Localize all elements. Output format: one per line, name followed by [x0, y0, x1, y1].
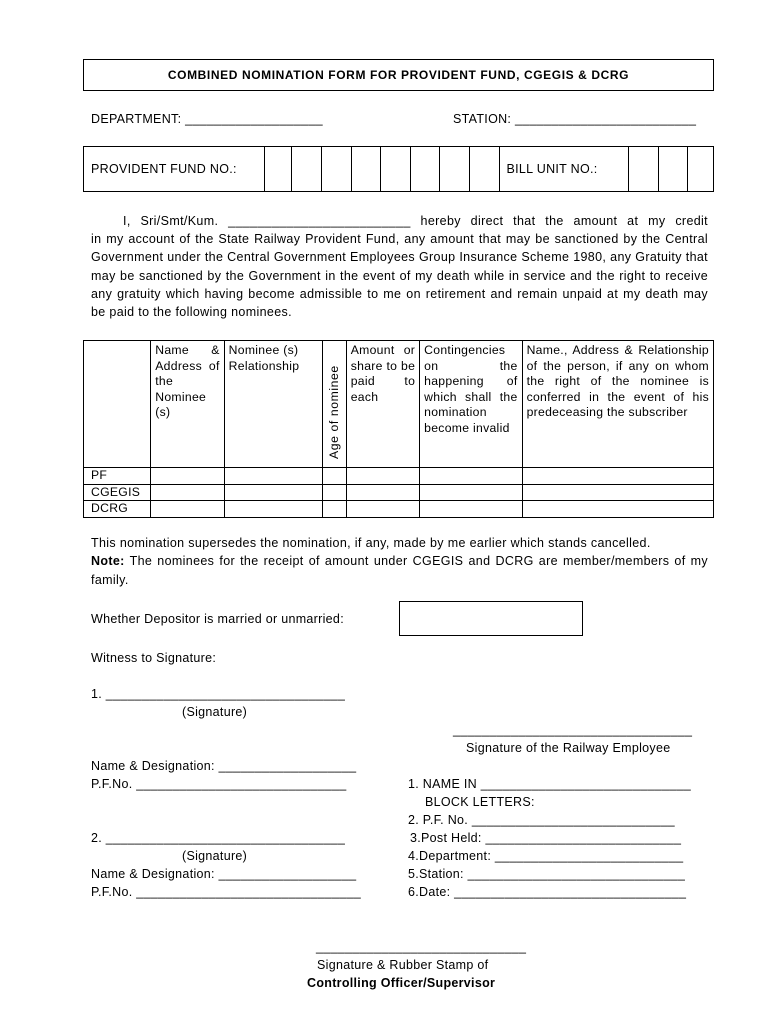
- table-cell[interactable]: [420, 501, 522, 518]
- table-cell[interactable]: [420, 468, 522, 485]
- married-status-box[interactable]: [399, 601, 583, 636]
- amount-header: Amount or share to be paid to each: [350, 343, 416, 404]
- pf-number-table: [83, 146, 714, 192]
- pf-digit-box[interactable]: [381, 147, 411, 192]
- pf-digit-box[interactable]: [440, 147, 470, 192]
- witness1-signature-label: (Signature): [182, 705, 248, 719]
- married-question: Whether Depositor is married or unmarried:: [91, 612, 344, 626]
- table-cell[interactable]: [522, 501, 713, 518]
- table-cell[interactable]: [224, 501, 322, 518]
- supersede-text: This nomination supersedes the nomination, if any, made by me earlier which stands cancelled.: [91, 536, 651, 550]
- form-title: COMBINED NOMINATION FORM FOR PROVIDENT FUND, CGEGIS & DCRG: [83, 59, 714, 91]
- table-cell[interactable]: [522, 484, 713, 501]
- block-letters-label: BLOCK LETTERS:: [425, 795, 535, 809]
- table-cell[interactable]: [420, 484, 522, 501]
- table-cell[interactable]: [224, 484, 322, 501]
- pf-number-label: PROVIDENT FUND NO.:: [84, 147, 265, 192]
- department-field[interactable]: DEPARTMENT: ___________________: [91, 112, 323, 126]
- declaration-body: in my account of the State Railway Provident Fund, any amount that may be sanctioned by the Central Government under the Central Government Employees Group Insurance Scheme 1980, any Gratuity that may be sanctioned by the Government in the event of my death while in service and the right to receive any gratuity which having become admissible to me on retirement and remain unpaid at my death may be paid to the following nominees.: [91, 232, 708, 320]
- bill-unit-label: BILL UNIT NO.:: [499, 147, 629, 192]
- table-cell[interactable]: [522, 468, 713, 485]
- table-cell[interactable]: [346, 468, 419, 485]
- note-text: The nominees for the receipt of amount under CGEGIS and DCRG are member/members of my family.: [91, 554, 708, 587]
- employee-signature-line[interactable]: _________________________________: [453, 723, 693, 737]
- pf-digit-box[interactable]: [469, 147, 499, 192]
- declaration-first-line: I, Sri/Smt/Kum. _________________________ hereby direct that the amount at my credit: [123, 214, 708, 228]
- bill-unit-digit-box[interactable]: [688, 147, 714, 192]
- age-header: Age of nominee: [326, 365, 341, 459]
- table-cell[interactable]: [346, 484, 419, 501]
- bill-unit-digit-box[interactable]: [629, 147, 659, 192]
- contingencies-header: Contingencies on the happening of which shall the nomination become invalid: [424, 343, 518, 435]
- employee-signature-label: Signature of the Railway Employee: [466, 741, 671, 755]
- bill-unit-digit-box[interactable]: [658, 147, 688, 192]
- table-cell[interactable]: [224, 468, 322, 485]
- officer-stamp-label: Signature & Rubber Stamp of: [317, 958, 489, 972]
- pf-digit-box[interactable]: [351, 147, 381, 192]
- pf-digit-box[interactable]: [321, 147, 351, 192]
- declaration-paragraph: [91, 212, 708, 321]
- witness1-signature-line[interactable]: 1. _________________________________: [91, 687, 346, 701]
- employee-name-field[interactable]: 1. NAME IN _____________________________: [408, 777, 692, 791]
- employee-station-field[interactable]: 5.Station: ______________________________: [408, 867, 686, 881]
- pf-digit-box[interactable]: [264, 147, 292, 192]
- officer-signature-line[interactable]: _____________________________: [316, 940, 527, 954]
- note-label: Note:: [91, 554, 125, 569]
- table-row: [84, 468, 714, 485]
- witness1-name-field[interactable]: Name & Designation: ___________________: [91, 759, 357, 773]
- pf-digit-box[interactable]: [292, 147, 322, 192]
- officer-title: Controlling Officer/Supervisor: [307, 976, 496, 990]
- table-row: [84, 501, 714, 518]
- witness2-signature-line[interactable]: 2. _________________________________: [91, 831, 346, 845]
- table-cell[interactable]: [151, 501, 224, 518]
- witness2-pf-field[interactable]: P.F.No. _______________________________: [91, 885, 362, 899]
- table-cell[interactable]: [322, 484, 346, 501]
- table-cell[interactable]: [346, 501, 419, 518]
- employee-date-field[interactable]: 6.Date: ________________________________: [408, 885, 687, 899]
- station-field[interactable]: STATION: _________________________: [453, 112, 697, 126]
- employee-department-field[interactable]: 4.Department: __________________________: [408, 849, 684, 863]
- table-cell[interactable]: [151, 484, 224, 501]
- name-address-header: Name & Address of the Nominee (s): [155, 343, 220, 419]
- pf-digit-box[interactable]: [410, 147, 440, 192]
- row-label: PF: [84, 468, 151, 485]
- witness1-pf-field[interactable]: P.F.No. _____________________________: [91, 777, 347, 791]
- table-row: [84, 484, 714, 501]
- witness2-signature-label: (Signature): [182, 849, 248, 863]
- row-label: DCRG: [84, 501, 151, 518]
- employee-pf-field[interactable]: 2. P.F. No. ____________________________: [408, 813, 675, 827]
- row-label-header: [84, 341, 151, 468]
- relationship-header: Nominee (s) Relationship: [228, 343, 300, 373]
- notes-block: [91, 534, 708, 589]
- table-cell[interactable]: [322, 501, 346, 518]
- employee-post-field[interactable]: 3.Post Held: ___________________________: [410, 831, 682, 845]
- row-label: CGEGIS: [84, 484, 151, 501]
- table-cell[interactable]: [151, 468, 224, 485]
- witness2-name-field[interactable]: Name & Designation: ___________________: [91, 867, 357, 881]
- alternate-nominee-header: Name., Address & Relationship of the person, if any on whom the right of the nominee is conferred in the event of his predeceasing the subscriber: [526, 343, 709, 419]
- table-cell[interactable]: [322, 468, 346, 485]
- nominee-table: [83, 340, 714, 518]
- witness-heading: Witness to Signature:: [91, 651, 217, 665]
